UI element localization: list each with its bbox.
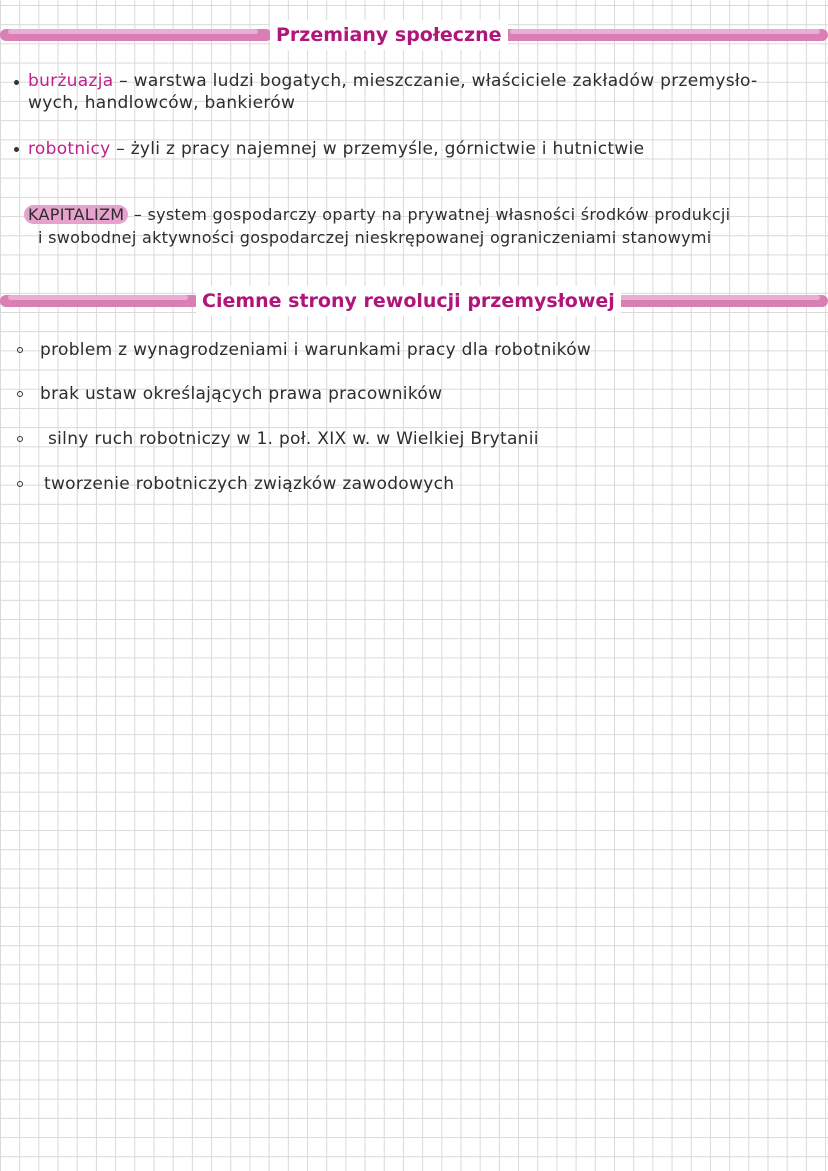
term: robotnicy	[28, 139, 111, 159]
list-item: burżuazja – warstwa ludzi bogatych, mieszczanie, właściciele zakładów przemysło-	[28, 71, 758, 91]
list-item: brak ustaw określających prawa pracowników	[40, 384, 443, 404]
definition-text: warstwa ludzi bogatych, mieszczanie, właściciele zakładów przemysło-	[133, 71, 758, 91]
list-item: robotnicy – żyli z pracy najemnej w przemyśle, górnictwie i hutnictwie	[28, 139, 645, 159]
list-item-continuation: wych, handlowców, bankierów	[28, 93, 296, 113]
list-item: tworzenie robotniczych związków zawodowych	[44, 474, 455, 494]
definition-text: żyli z pracy najemnej w przemyśle, górnictwie i hutnictwie	[130, 139, 645, 159]
heading-banner-right-shine	[510, 29, 820, 34]
list-item: silny ruch robotniczy w 1. poł. XIX w. w Wielkiej Brytanii	[48, 429, 539, 449]
section-title: Przemiany społeczne	[270, 20, 508, 50]
definition-text: system gospodarczy oparty na prywatnej własności środków produkcji	[147, 205, 731, 224]
definition-continuation: i swobodnej aktywności gospodarczej nieskrępowanej ograniczeniami stanowymi	[38, 228, 712, 247]
section-heading-przemiany	[0, 20, 828, 50]
bullet-ring	[17, 347, 23, 353]
bullet-dot	[14, 147, 19, 152]
definition: KAPITALIZM – system gospodarczy oparty na prywatnej własności środków produkcji	[28, 204, 730, 226]
section-heading-ciemne-strony	[0, 286, 828, 316]
heading-banner-left-shine	[8, 295, 188, 300]
term: burżuazja	[28, 71, 114, 91]
highlighted-term: KAPITALIZM	[24, 205, 128, 224]
bullet-ring	[17, 391, 23, 397]
bullet-ring	[17, 436, 23, 442]
bullet-ring	[17, 481, 23, 487]
bullet-dot	[14, 80, 19, 85]
heading-banner-right-shine	[610, 295, 820, 300]
heading-banner-left-shine	[8, 29, 258, 34]
section-title: Ciemne strony rewolucji przemysłowej	[196, 286, 621, 316]
list-item: problem z wynagrodzeniami i warunkami pracy dla robotników	[40, 340, 592, 360]
